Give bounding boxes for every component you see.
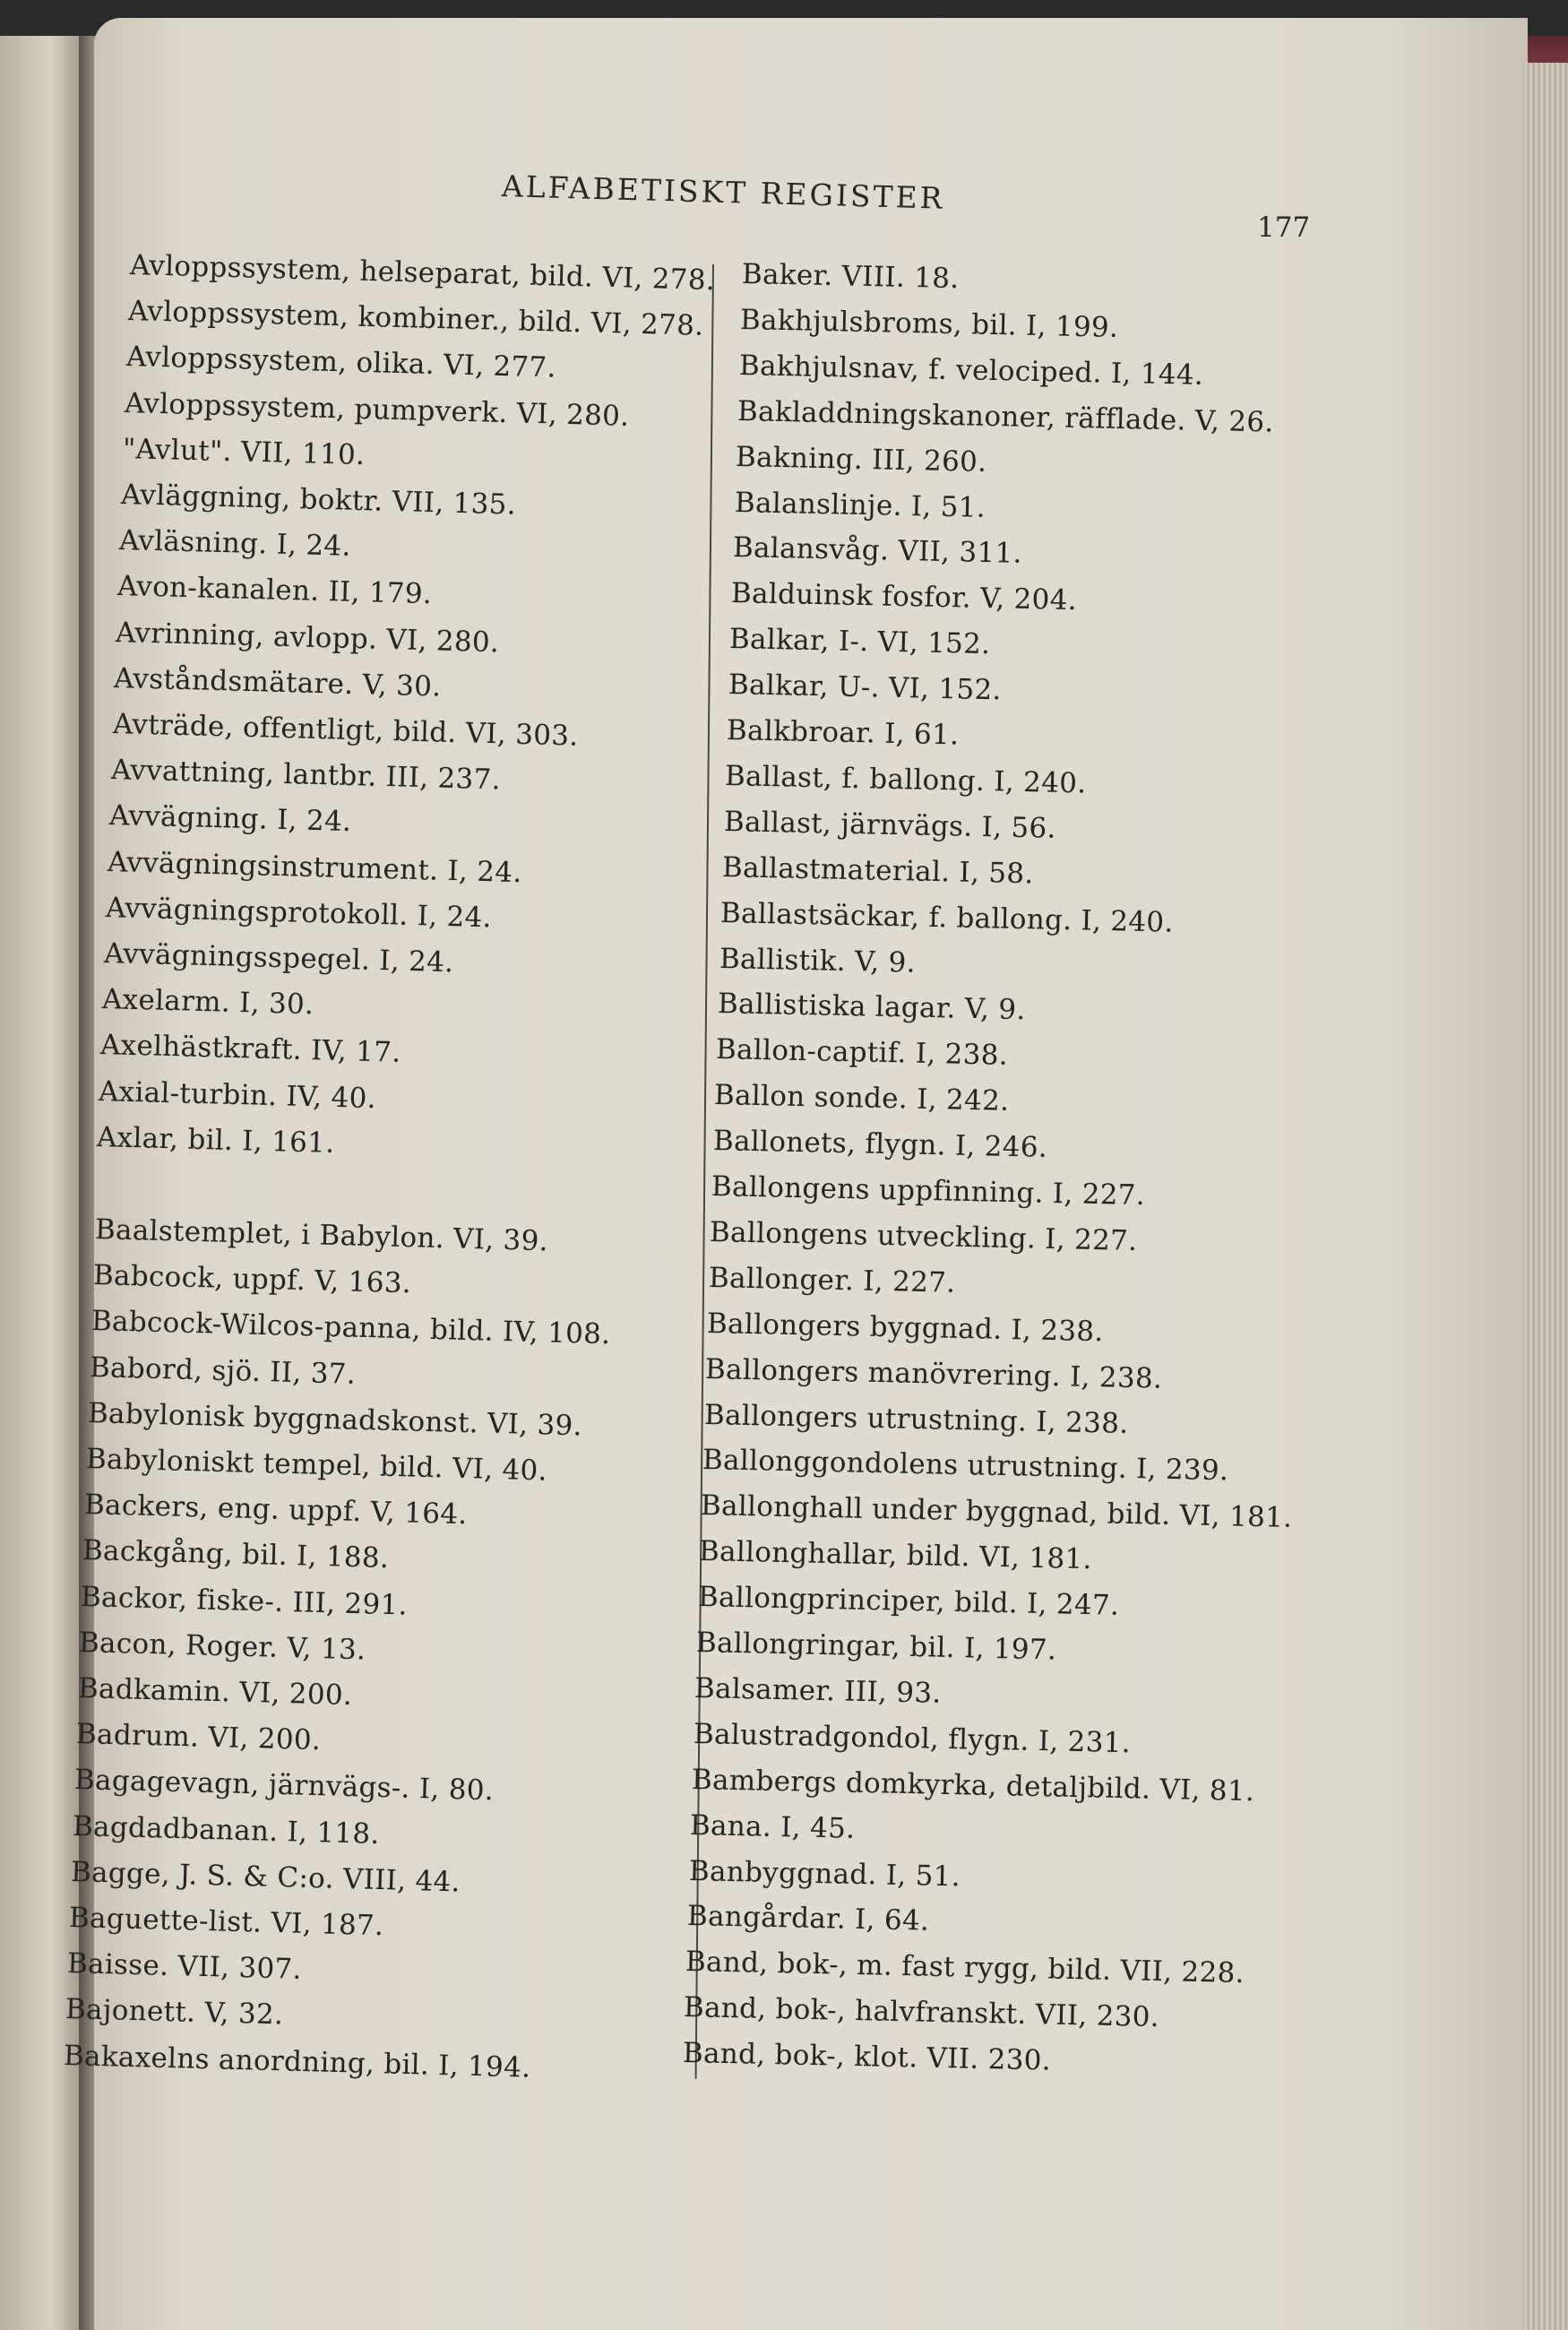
index-entry: Babcock, uppf. V, 163. bbox=[92, 1259, 412, 1300]
index-entry: Avläggning, boktr. VII, 135. bbox=[120, 479, 517, 522]
index-entry: Badrum. VI, 200. bbox=[75, 1718, 322, 1757]
index-entry: Avloppssystem, helseparat, bild. VI, 278. bbox=[129, 249, 716, 298]
index-entry: Axlar, bil. I, 161. bbox=[96, 1120, 335, 1160]
index-entry: Bakning. III, 260. bbox=[735, 440, 987, 479]
index-entry: Ballon sonde. I, 242. bbox=[714, 1079, 1010, 1118]
index-entry: Axelarm. I, 30. bbox=[101, 983, 314, 1022]
index-entry: Balansvåg. VII, 311. bbox=[732, 531, 1022, 571]
index-entry: Avon-kanalen. II, 179. bbox=[116, 570, 433, 611]
index-entry: Bambergs domkyrka, detaljbild. VI, 81. bbox=[691, 1763, 1255, 1808]
index-entry: Avträde, offentligt, bild. VI, 303. bbox=[112, 708, 579, 753]
index-entry: Badkamin. VI, 200. bbox=[77, 1672, 352, 1713]
index-entry: Balsamer. III, 93. bbox=[694, 1671, 943, 1710]
index-entry: Babord, sjö. II, 37. bbox=[89, 1351, 357, 1391]
index-entry: "Avlut". VII, 110. bbox=[122, 432, 366, 471]
facing-page bbox=[0, 36, 85, 2330]
index-entry: Bacon, Roger. V, 13. bbox=[78, 1626, 367, 1667]
index-entry: Ballongens uppfinning. I, 227. bbox=[711, 1170, 1146, 1212]
index-entry: Ballonghallar, bild. VI, 181. bbox=[699, 1535, 1093, 1576]
index-entry: Ballongringar, bil. I, 197. bbox=[695, 1627, 1057, 1667]
index-entry: Bajonett. V, 32. bbox=[65, 1993, 284, 2032]
index-entry: Bakhjulsnav, f. velociped. I, 144. bbox=[738, 349, 1203, 392]
index-entry: Backor, fiske-. III, 291. bbox=[80, 1580, 409, 1622]
index-entry: Bana. I, 45. bbox=[689, 1808, 856, 1845]
index-entry: Band, bok-, m. fast rygg, bild. VII, 228. bbox=[685, 1946, 1245, 1990]
index-entry: Avloppssystem, olika. VI, 277. bbox=[125, 341, 557, 384]
index-entry: Bagge, J. S. & C:o. VIII, 44. bbox=[70, 1855, 461, 1899]
index-entry: Ballonets, flygn. I, 246. bbox=[712, 1125, 1048, 1164]
index-entry: Ballastmaterial. I, 58. bbox=[721, 850, 1034, 890]
index-entry: Bakhjulsbroms, bil. I, 199. bbox=[739, 303, 1119, 344]
page-number: 177 bbox=[1257, 211, 1311, 244]
index-entry: Baker. VIII. 18. bbox=[741, 258, 960, 296]
index-entry: Balkar, U-. VI, 152. bbox=[728, 669, 1002, 707]
index-entry: Ballonggondolens utrustning. I, 239. bbox=[702, 1444, 1229, 1488]
index-entry: Babyloniskt tempel, bild. VI, 40. bbox=[85, 1443, 548, 1488]
index-entry: Baisse. VII, 307. bbox=[66, 1947, 302, 1987]
index-entry: Ballongprinciper, bild. I, 247. bbox=[697, 1581, 1120, 1622]
index-entry: Bakaxelns anordning, bil. I, 194. bbox=[63, 2039, 531, 2084]
index-entry: Axelhästkraft. IV, 17. bbox=[99, 1029, 401, 1070]
index-entry: Avvägning. I, 24. bbox=[108, 799, 352, 839]
index-entry: Balkar, I-. VI, 152. bbox=[729, 623, 992, 661]
index-entry: Axial-turbin. IV, 40. bbox=[98, 1074, 377, 1115]
index-entry: Avvägningsspegel. I, 24. bbox=[103, 937, 454, 979]
index-entry: Balkbroar. I, 61. bbox=[726, 714, 960, 752]
index-entry: Ballongers utrustning. I, 238. bbox=[703, 1398, 1129, 1440]
index-entry: Bagdadbanan. I, 118. bbox=[72, 1809, 380, 1851]
index-entry: Backgång, bil. I, 188. bbox=[82, 1534, 390, 1575]
index-entry: Babcock-Wilcos-panna, bild. IV, 108. bbox=[90, 1305, 611, 1351]
index-entry: Ballast, f. ballong. I, 240. bbox=[724, 759, 1088, 800]
index-entry: Ballon-captif. I, 238. bbox=[715, 1033, 1009, 1073]
index-entry: Ballongers manövrering. I, 238. bbox=[704, 1352, 1163, 1395]
index-entry: Ballonger. I, 227. bbox=[708, 1261, 956, 1299]
index-entry: Avvägningsprotokoll. I, 24. bbox=[105, 891, 492, 935]
index-entry: Banbyggnad. I, 51. bbox=[688, 1854, 961, 1893]
index-entry: Babylonisk byggnadskonst. VI, 39. bbox=[87, 1396, 583, 1443]
index-entry: Band, bok-, klot. VII. 230. bbox=[682, 2037, 1051, 2077]
index-entry: Ballistiska lagar. V, 9. bbox=[717, 988, 1026, 1027]
index-entry: Band, bok-, halvfranskt. VII, 230. bbox=[684, 1991, 1160, 2034]
index-entry: Ballongers byggnad. I, 238. bbox=[706, 1307, 1104, 1348]
index-entry: Ballistik. V, 9. bbox=[719, 942, 916, 979]
page-edges bbox=[1523, 63, 1568, 2330]
index-entry: Avvägningsinstrument. I, 24. bbox=[107, 845, 522, 889]
index-entry: Avrinning, avlopp. VI, 280. bbox=[115, 616, 500, 659]
index-entry: Avloppssystem, pumpverk. VI, 280. bbox=[124, 386, 630, 433]
index-entry: Ballongens utveckling. I, 227. bbox=[709, 1215, 1138, 1257]
index-entry: Bagagevagn, järnvägs-. I, 80. bbox=[73, 1764, 494, 1808]
index-entry: Bangårdar. I, 64. bbox=[686, 1900, 930, 1938]
index-entry: Ballonghall under byggnad, bild. VI, 181. bbox=[700, 1489, 1293, 1535]
index-entry: Balduinsk fosfor. V, 204. bbox=[730, 577, 1078, 617]
index-entry: Balanslinje. I, 51. bbox=[734, 486, 986, 524]
index-entry: Backers, eng. uppf. V, 164. bbox=[83, 1489, 469, 1532]
page-title: ALFABETISKT REGISTER bbox=[501, 168, 945, 216]
index-entry: Avvattning, lantbr. III, 237. bbox=[110, 754, 501, 797]
index-entry: Bakladdningskanoner, räfflade. V, 26. bbox=[737, 394, 1274, 439]
index-entry: Avståndsmätare. V, 30. bbox=[113, 661, 443, 703]
index-entry: Ballast, järnvägs. I, 56. bbox=[723, 805, 1056, 845]
index-entry: Avläsning. I, 24. bbox=[118, 524, 352, 563]
index-entry: Baalstemplet, i Babylon. VI, 39. bbox=[94, 1213, 549, 1258]
index-entry: Balustradgondol, flygn. I, 231. bbox=[693, 1717, 1131, 1760]
index-entry: Baguette-list. VI, 187. bbox=[68, 1902, 384, 1943]
index-entry: Ballastsäckar, f. ballong. I, 240. bbox=[719, 896, 1175, 939]
index-entry: Avloppssystem, kombiner., bild. VI, 278. bbox=[127, 295, 704, 343]
